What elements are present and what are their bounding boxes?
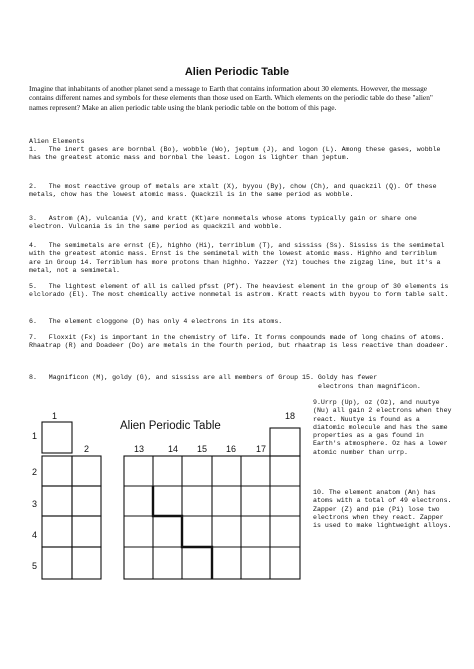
period-label-5: 5	[32, 561, 38, 571]
clue-2: 2. The most reactive group of metals are xtalt (X), byyou (By), chow (Ch), and quackzil (Q). Of these metals, chow has the lowest atomic mass. Quackzil is in the same period as wobble.	[29, 183, 441, 199]
cell-g18-p1	[270, 428, 300, 456]
period-label-4: 4	[32, 530, 38, 540]
section-heading: Alien Elements	[29, 138, 85, 145]
cell-g2-p2	[72, 456, 101, 486]
clue-7: 7. Floxxit (Fx) is important in the chemistry of life. It forms compounds made of long chains of atoms. Rhaatrap (R) and Doadeer (Do) are metals in the fourth period, but rhaatrap is less reactive than doadeer.	[29, 334, 449, 350]
group-label-16: 16	[226, 444, 237, 454]
period-label-2: 2	[32, 467, 38, 477]
clue-8-line-2: electrons than magnificon.	[318, 383, 421, 390]
cell-g1-p1	[42, 422, 72, 453]
cell-g2-p3	[72, 486, 101, 516]
cell-g1-p5	[42, 547, 72, 579]
clue-5: 5. The lightest element of all is called pfsst (Pf). The heaviest element in the group of 30 elements is elclorado (El). The most chemically active nonmetal is astrom. Kratt reacts with byyou to form table salt.	[29, 283, 453, 299]
cell-g2-p5	[72, 547, 101, 579]
clue-1: 1. The inert gases are bornbal (Bo), wobble (Wo), jeptum (J), and logon (L). Among these gases, wobble has the greatest atomic mass and bornbal the least. Logon is lighter than jeptum.	[29, 146, 445, 162]
clue-8-line-1: 8. Magnificon (M), goldy (G), and sississ are all members of Group 15. Goldy has fewer	[29, 374, 378, 381]
clue-4: 4. The semimetals are ernst (E), highho (Hi), terriblum (T), and sississ (Ss). Sississ is the semimetal with the greatest atomic mass. Ernst is the semimetal with the lowest atomic mass. Highho and terriblum are in Group 14. Terriblum has more protons than highho. Yazzer (Yz) touches the zigzag line, but it's a metal, not a semimetal.	[29, 242, 449, 274]
clue-3: 3. Astrom (A), vulcania (V), and kratt (Kt)are nonmetals whose atoms typically gain or share one electron. Vulcania is in the same period as quackzil and wobble.	[29, 215, 421, 231]
page-title: Alien Periodic Table	[184, 66, 290, 78]
group-label-15: 15	[197, 444, 208, 454]
clue-9: 9.Urrp (Up), oz (Oz), and nuutye (Nu) all gain 2 electrons when they react. Nuutye is found as a diatomic molecule and has the same properties as a gas found in Earth's atmosphere. Oz has a lower atomic number than urrp.	[313, 399, 452, 456]
period-label-1: 1	[32, 431, 38, 441]
cell-g1-p2	[42, 456, 72, 486]
cell-g1-p3	[42, 486, 72, 516]
clue-6: 6. The element cloggone (D) has only 4 electrons in its atoms.	[29, 318, 283, 325]
group-label-14: 14	[168, 444, 179, 454]
group-label-18: 18	[285, 411, 296, 421]
cell-g1-p4	[42, 516, 72, 547]
group-label-1: 1	[52, 411, 58, 421]
group-label-13: 13	[134, 444, 145, 454]
period-label-3: 3	[32, 499, 38, 509]
intro-paragraph: Imagine that inhabitants of another planet send a message to Earth that contains information about 30 elements. However, the message contains different names and symbols for these elements than those used on Earth. Which elements on the periodic table do these "alien" names represent? Make an alien periodic table using the blank periodic table on the bottom of this page.	[29, 84, 433, 112]
table-title: Alien Periodic Table	[120, 419, 221, 433]
cell-g2-p4	[72, 516, 101, 547]
group-label-17: 17	[256, 444, 267, 454]
clue-10: 10. The element anatom (An) has atoms with a total of 49 electrons. Zapper (Z) and pie (Pi) lose two electrons when they react. Zapper is used to make lightweight alloys.	[313, 489, 452, 530]
group-label-2: 2	[84, 444, 90, 454]
